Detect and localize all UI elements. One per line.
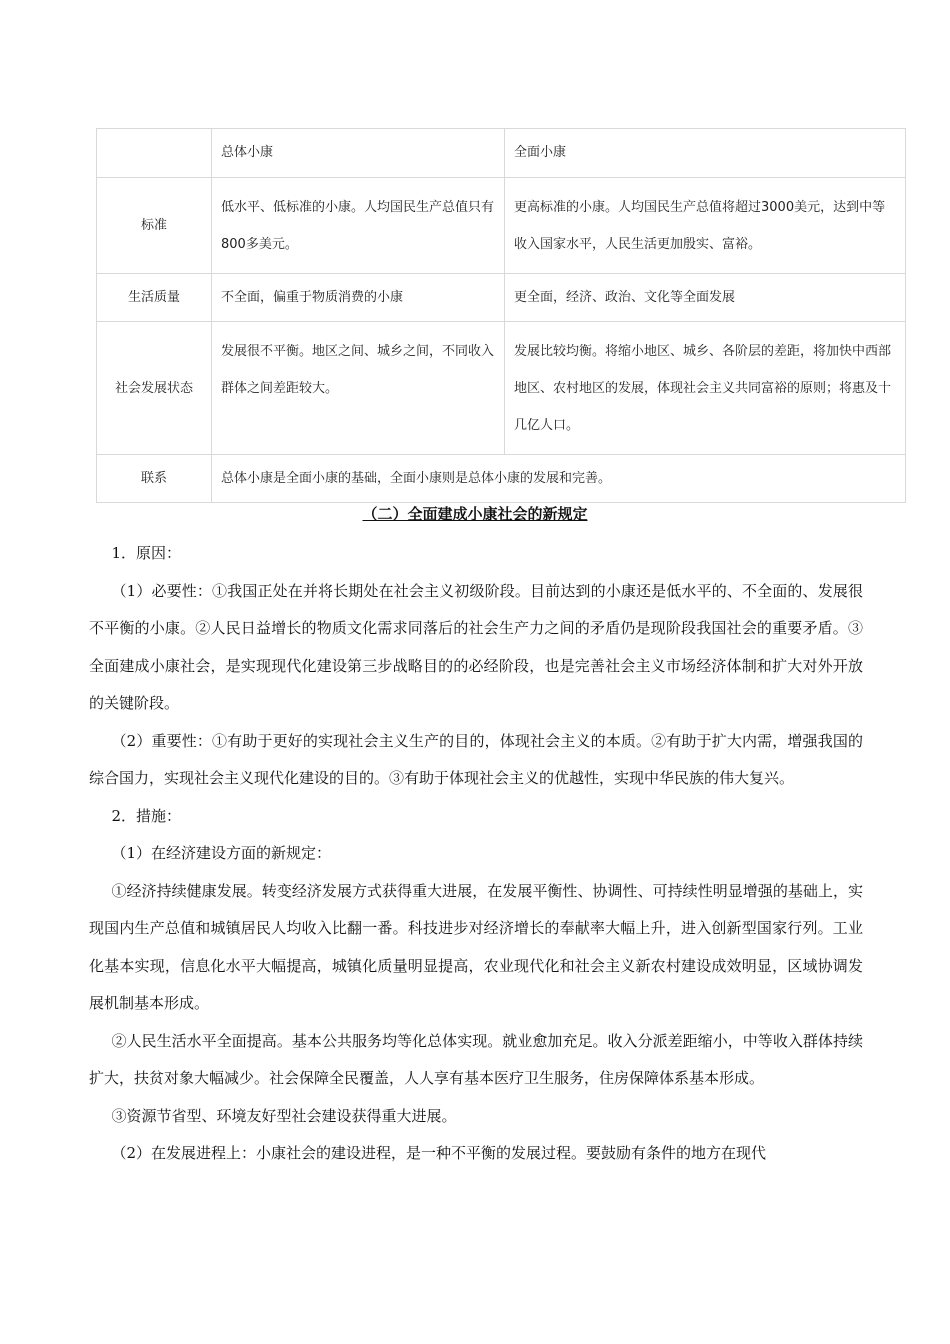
paragraph: （2）在发展进程上：小康社会的建设进程，是一种不平衡的发展过程。要鼓励有条件的地方在现代 bbox=[111, 1144, 767, 1162]
table-row-social-state bbox=[97, 322, 906, 455]
paragraph: 1．原因： bbox=[111, 544, 182, 562]
paragraph: （1）在经济建设方面的新规定： bbox=[111, 844, 332, 862]
table-cell: 发展很不平衡。地区之间、城乡之间，不同收入群体之间差距较大。 bbox=[212, 322, 505, 455]
section-body bbox=[89, 535, 863, 1173]
header-overall-xiaokang: 总体小康 bbox=[212, 129, 505, 178]
table-row-standard bbox=[97, 178, 906, 274]
comparison-table bbox=[96, 128, 906, 503]
table-cell: 不全面，偏重于物质消费的小康 bbox=[212, 274, 505, 322]
table-cell: 低水平、低标准的小康。人均国民生产总值只有800多美元。 bbox=[212, 178, 505, 274]
table-cell-merged: 总体小康是全面小康的基础，全面小康则是总体小康的发展和完善。 bbox=[212, 455, 906, 503]
header-comprehensive-xiaokang: 全面小康 bbox=[505, 129, 906, 178]
paragraph: 2．措施： bbox=[111, 806, 182, 825]
paragraph: ③资源节省型、环境友好型社会建设获得重大进展。 bbox=[111, 1106, 457, 1125]
paragraph: ②人民生活水平全面提高。基本公共服务均等化总体实现。就业愈加充足。收入分派差距缩小，中等收入群体持续扩大，扶贫对象大幅减少。社会保障全民覆盖，人人享有基本医疗卫生服务，住房保障体系基本形成。 bbox=[89, 1031, 863, 1087]
table-cell: 发展比较均衡。将缩小地区、城乡、各阶层的差距，将加快中西部地区、农村地区的发展，体现社会主义共同富裕的原则；将惠及十几亿人口。 bbox=[505, 322, 906, 455]
table-row-quality bbox=[97, 274, 906, 322]
table-cell: 更高标准的小康。人均国民生产总值将超过3000美元，达到中等收入国家水平，人民生活更加殷实、富裕。 bbox=[505, 178, 906, 274]
table-cell: 更全面，经济、政治、文化等全面发展 bbox=[505, 274, 906, 322]
paragraph: （2）重要性：①有助于更好的实现社会主义生产的目的，体现社会主义的本质。②有助于扩大内需，增强我国的综合国力，实现社会主义现代化建设的目的。③有助于体现社会主义的优越性，实现中华民族的伟大复兴。 bbox=[89, 731, 863, 787]
row-label: 社会发展状态 bbox=[97, 322, 212, 455]
section-title: （二）全面建成小康社会的新规定 bbox=[362, 505, 588, 523]
paragraph: （1）必要性：①我国正处在并将长期处在社会主义初级阶段。目前达到的小康还是低水平的、不全面的、发展很不平衡的小康。②人民日益增长的物质文化需求同落后的社会生产力之间的矛盾仍是现阶段我国社会的重要矛盾。③全面建成小康社会，是实现现代化建设第三步战略目的的必经阶段，也是完善社会主义市场经济体制和扩大对外开放的关键阶段。 bbox=[89, 581, 863, 712]
table-header-row bbox=[97, 129, 906, 178]
row-label: 生活质量 bbox=[97, 274, 212, 322]
row-label: 联系 bbox=[97, 455, 212, 503]
header-empty-cell bbox=[97, 129, 212, 178]
row-label: 标准 bbox=[97, 178, 212, 274]
table-row-relation bbox=[97, 455, 906, 503]
paragraph: ①经济持续健康发展。转变经济发展方式获得重大进展，在发展平衡性、协调性、可持续性明显增强的基础上，实现国内生产总值和城镇居民人均收入比翻一番。科技进步对经济增长的奉献率大幅上升，进入创新型国家行列。工业化基本实现，信息化水平大幅提高，城镇化质量明显提高，农业现代化和社会主义新农村建设成效明显，区域协调发展机制基本形成。 bbox=[89, 881, 863, 1012]
